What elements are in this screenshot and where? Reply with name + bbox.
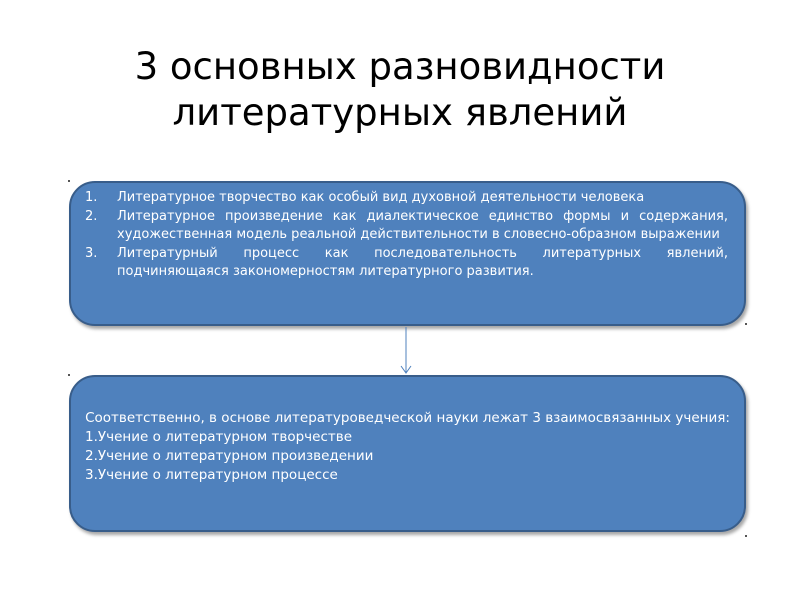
title-line-2: литературных явлений bbox=[172, 91, 628, 134]
teaching-item: 1.Учение о литературном творчестве bbox=[85, 429, 353, 445]
list-item-number: 1. bbox=[85, 190, 98, 205]
teaching-item: 2.Учение о литературном произведении bbox=[85, 448, 374, 464]
list-item-text: Литературное произведение как диалектическое единство формы и содержания, художественная модель реальной действительности в словесно-образном выражении bbox=[117, 208, 728, 242]
list-item-number: 2. bbox=[85, 208, 98, 224]
title-line-1: 3 основных разновидности bbox=[134, 45, 666, 88]
teachings-box bbox=[69, 375, 746, 532]
list-item-text: Литературное творчество как особый вид духовной деятельности человека bbox=[117, 190, 645, 205]
list-item-number: 3. bbox=[85, 245, 98, 261]
teaching-item: 3.Учение о литературном процессе bbox=[85, 467, 338, 483]
list-item-text: Литературный процесс как последовательность литературных явлений, подчиняющаяся закономерностям литературного развития. bbox=[117, 245, 728, 279]
teachings-intro: Соответственно, в основе литературоведческой науки лежат 3 взаимосвязанных учения: bbox=[85, 410, 730, 426]
